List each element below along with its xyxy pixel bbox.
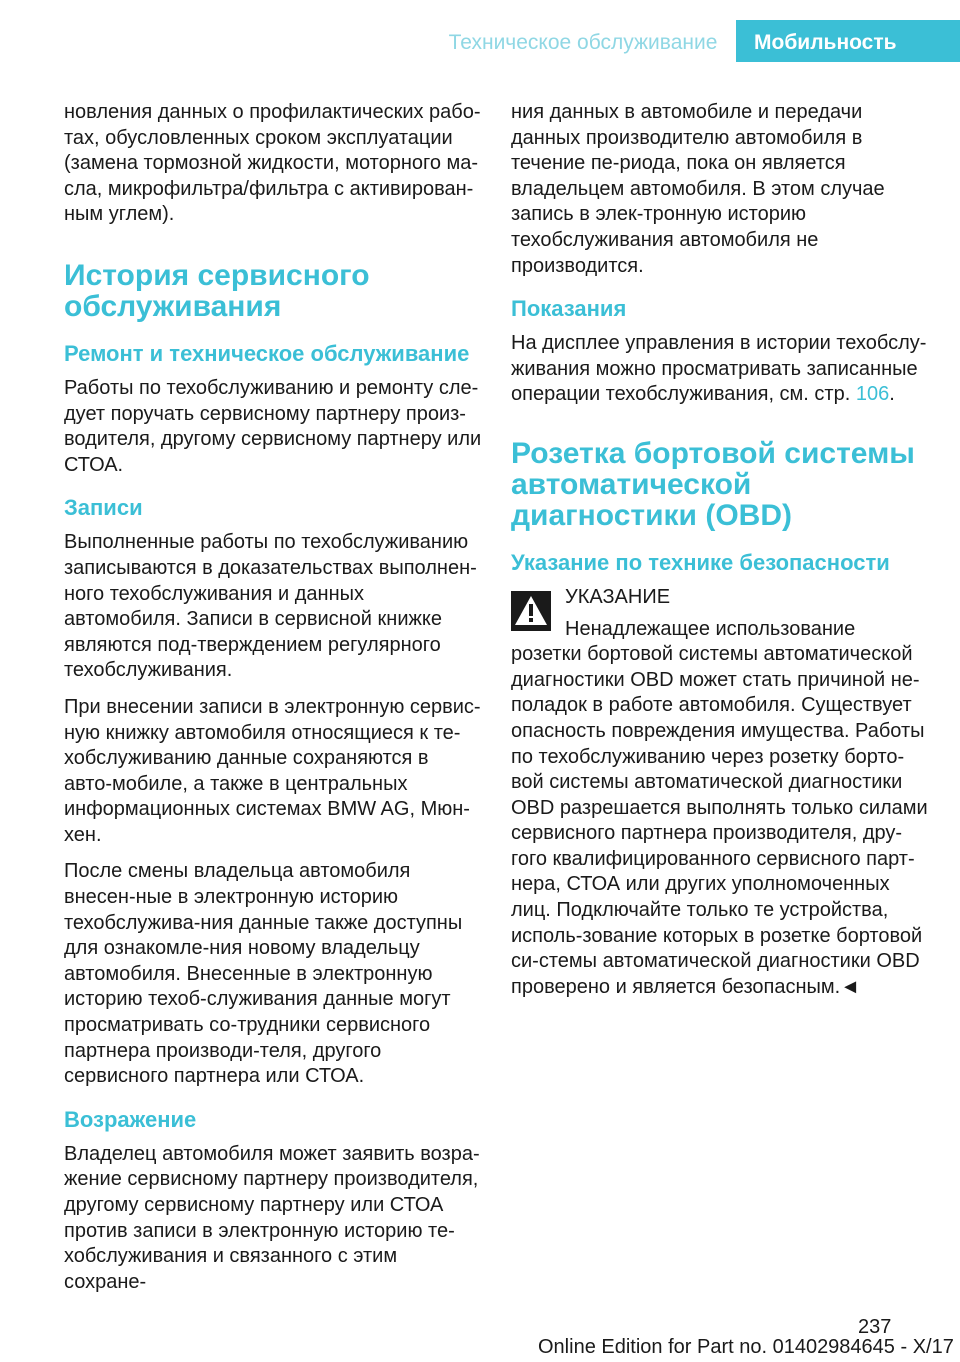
repair-paragraph: Работы по техобслуживанию и ремонту сле-дует поручать сервисному партнеру произ-водителя, другому сервисному партнеру или СТОА. <box>64 376 482 476</box>
page-link[interactable]: 106 <box>855 383 890 406</box>
intro-paragraph: новления данных о профилактических рабо-тах, обусловленных сроком эксплуатации (замена тормозной жидкости, моторного ма-сла, микрофильтра/фильтра с активирован-ным углем). <box>64 101 481 226</box>
display-paragraph <box>511 331 929 408</box>
heading-obd-socket: Розетка бортовой системы автоматической диагностики (OBD) <box>511 436 915 532</box>
warning-triangle-icon <box>511 591 551 631</box>
section-tab[interactable]: Техническое обслуживание <box>448 31 718 54</box>
objection-paragraph: Владелец автомобиля может заявить возра-жение сервисному партнеру производителя, другому сервисному партнеру или СТОА против записи в электронную историю те-хобслуживания и связанного с этим сохране- <box>64 1142 480 1293</box>
display-end: . <box>889 383 895 406</box>
records-paragraph-1: Выполненные работы по техобслуживанию записываются в доказательствах выполнен-ного техобслуживания и данных автомобиля. Записи в сервисной книжке являются под-тверждением регулярного техобслуживания. <box>64 531 477 682</box>
chapter-tab[interactable]: Мобильность <box>736 20 960 62</box>
heading-objection: Возражение <box>64 1106 197 1132</box>
display-text: На дисплее управления в истории техобслу-живания можно просматривать записанные операции техобслуживания, см. стр. <box>511 332 927 406</box>
warning-text: Ненадлежащее использование розетки бортовой системы автоматической диагностики OBD может стать причиной не-поладок в работе автомобиля. Существует опасность повреждения имущества. Работы по техобслуживанию через розетку борто-вой системы автоматической диагностики OBD разрешается выполнять только силами сервисного партнера производителя, дру-гого квалифицированного сервисного парт-нера, СТОА или других уполномоченных лиц. Подключайте только те устройства, исполь-зование которых в розетке бортовой си-стемы автоматической диагностики OBD проверено и является безопасным.◄ <box>511 617 928 998</box>
heading-display: Показания <box>511 296 627 322</box>
page-number: 237 <box>858 1316 892 1338</box>
records-paragraph-3: После смены владельца автомобиля внесен-ные в электронную историю техобслужива-ния данные также доступны для ознакомле-ния новому владельцу автомобиля. Внесенные в электронную историю техоб-служивания данные могут просматривать со-трудники сервисного партнера производи-теля, другого сервисного партнера или СТОА. <box>64 860 463 1088</box>
heading-safety: Указание по технике безопасности <box>511 549 890 575</box>
right-column <box>511 100 929 1000</box>
warning-block <box>511 585 929 1001</box>
heading-repair: Ремонт и техническое обслуживание <box>64 340 470 366</box>
continuation-paragraph: ния данных в автомобиле и передачи данных производителю автомобиля в течение пе-риода, пока он является владельцем автомобиля. В этом случае запись в элек-тронную историю техобслуживания автомобиля не производится. <box>511 101 885 277</box>
left-column <box>64 100 482 1306</box>
heading-service-history: История сервисного обслуживания <box>64 258 370 323</box>
page-header <box>0 20 960 62</box>
edition-footer: Online Edition for Part no. 01402984645 - X/17 <box>538 1336 954 1358</box>
warning-title: УКАЗАНИЕ <box>565 585 671 608</box>
records-paragraph-2: При внесении записи в электронную сервис-ную книжку автомобиля относящиеся к те-хобслуживанию данные сохраняются в авто-мобиле, а также в центральных информационных системах BMW AG, Мюн-хен. <box>64 695 481 846</box>
heading-records: Записи <box>64 495 143 521</box>
